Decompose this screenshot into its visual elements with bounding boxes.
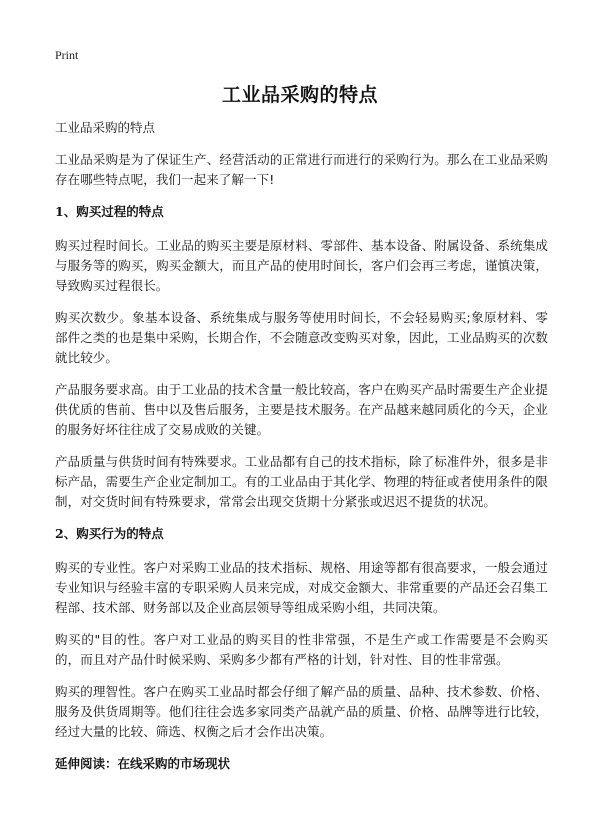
document-body <box>55 118 548 788</box>
paragraph-long-purchase-time: 购买过程时间长。工业品的购买主要是原材料、零部件、基本设备、附属设备、系统集成与服务等的购买，购买金额大，而且产品的使用时间长，客户们会再三考虑，谨慎决策，导致购买过程很长。 <box>55 238 548 293</box>
paragraph-professionalism: 购买的专业性。客户对采购工业品的技术指标、规格、用途等都有很高要求，一般会通过专业知识与经验丰富的专职采购人员来完成，对成交金额大、非常重要的产品还会召集工程部、技术部、财务部以及企业高层领导等组成采购小组，共同决策。 <box>55 560 548 615</box>
paragraph-few-purchases: 购买次数少。象基本设备、系统集成与服务等使用时间长，不会轻易购买;象原材料、零部件之类的也是集中采购，长期合作，不会随意改变购买对象，因此，工业品购买的次数就比较少。 <box>55 310 548 365</box>
section-heading-purchase-behavior: 2、购买行为的特点 <box>55 526 164 541</box>
intro-paragraph: 工业品采购是为了保证生产、经营活动的正常进行而进行的采购行为。那么在工业品采购存在哪些特点呢，我们一起来了解一下! <box>55 152 548 187</box>
paragraph-quality-and-delivery: 产品质量与供货时间有特殊要求。工业品都有自己的技术指标，除了标准件外，很多是非标产品，需要生产企业定制加工。有的工业品由于其化学、物理的特征或者使用条件的限制，对交货时间有特殊要求，常常会出现交货期十分紧张或迟迟不提货的状况。 <box>55 454 548 509</box>
page-title: 工业品采购的特点 <box>221 84 378 106</box>
print-link[interactable]: Print <box>55 48 79 62</box>
paragraph-service-requirements: 产品服务要求高。由于工业品的技术含量一般比较高，客户在购买产品时需要生产企业提供优质的售前、售中以及售后服务，主要是技术服务。在产品越来越同质化的今天，企业的服务好坏往往成了交易成败的关键。 <box>55 382 548 437</box>
paragraph-purposefulness: 购买的"目的性。客户对工业品的购买目的性非常强，不是生产或工作需要是不会购买的，而且对产品什时候采购、采购多少都有严格的计划，针对性、目的性非常强。 <box>55 632 548 667</box>
document-subtitle: 工业品采购的特点 <box>55 120 156 135</box>
paragraph-rationality: 购买的理智性。客户在购买工业品时都会仔细了解产品的质量、品种、技术参数、价格、服务及供货周期等。他们往往会选多家同类产品就产品的质量、价格、品牌等进行比较，经过大量的比较、筛选、权衡之后才会作出决策。 <box>55 684 548 739</box>
section-heading-purchase-process: 1、购买过程的特点 <box>55 204 164 219</box>
extended-reading-heading: 延伸阅读：在线采购的市场现状 <box>55 756 231 771</box>
